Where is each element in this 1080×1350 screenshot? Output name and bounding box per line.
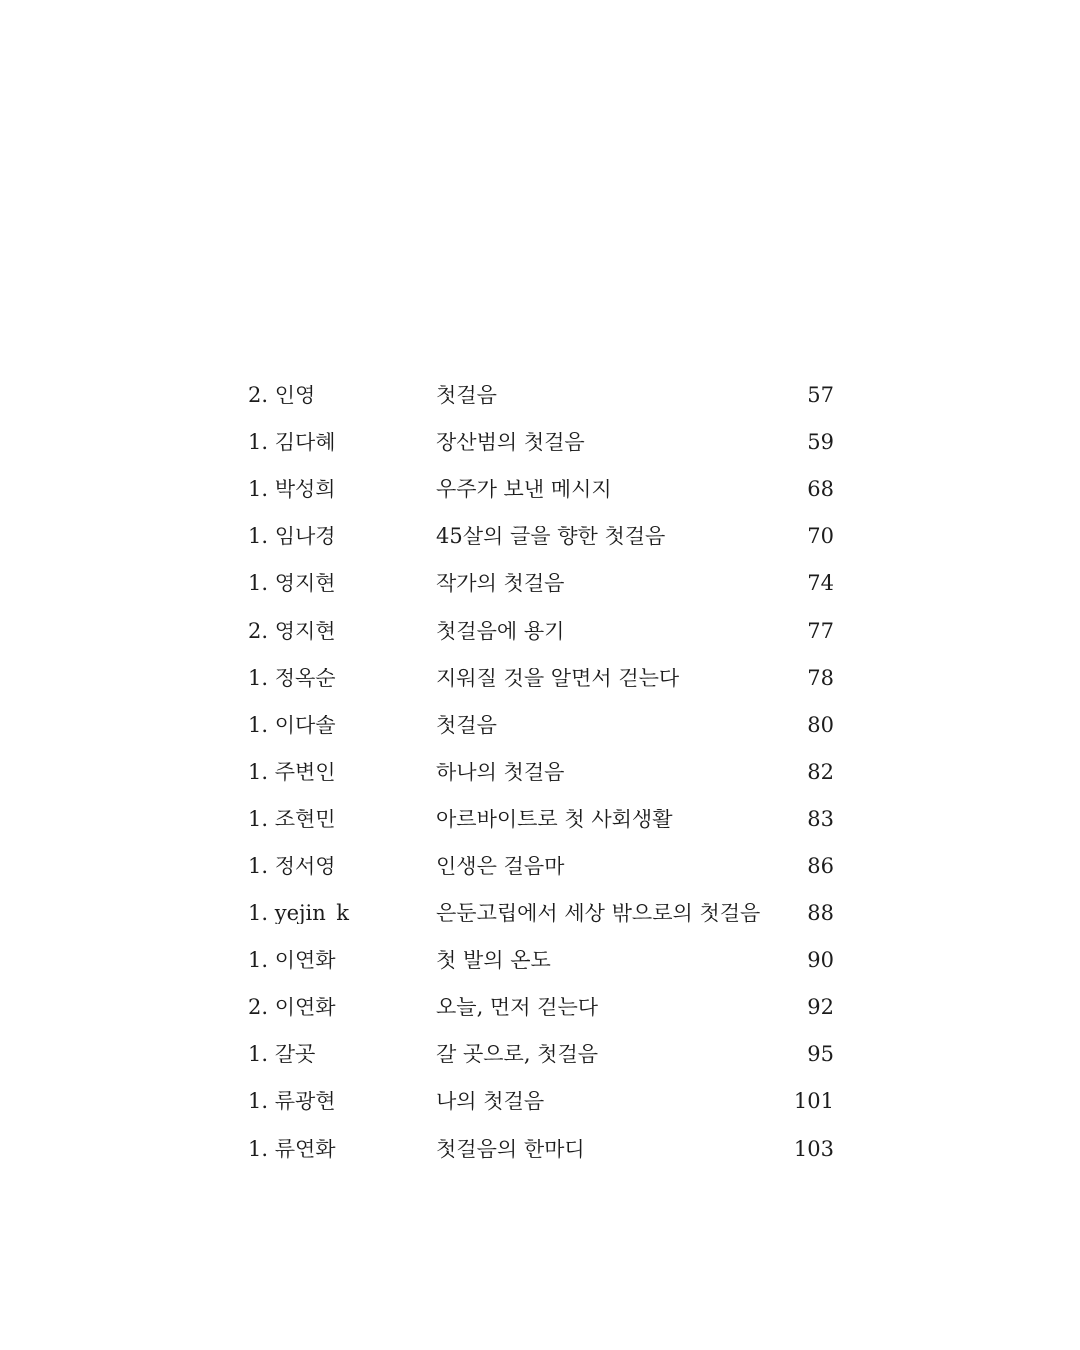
- toc-page-number: 68: [807, 477, 834, 502]
- toc-entry[interactable]: [248, 513, 834, 560]
- toc-page-number: 101: [793, 1089, 834, 1114]
- toc-page-number: 103: [793, 1136, 834, 1161]
- toc-title: 첫걸음에 용기: [436, 620, 565, 642]
- toc-page-number: 59: [807, 430, 834, 455]
- toc-title: 첫걸음: [436, 714, 497, 736]
- toc-author: 1. 주변인: [248, 761, 336, 783]
- toc-entry[interactable]: [248, 702, 834, 749]
- toc-title: 갈 곳으로, 첫걸음: [436, 1044, 599, 1066]
- toc-author: 1. 박성희: [248, 479, 336, 501]
- table-of-contents: [248, 372, 834, 1173]
- toc-entry[interactable]: [248, 796, 834, 843]
- toc-page-number: 92: [807, 995, 834, 1020]
- toc-title: 첫 발의 온도: [436, 950, 551, 972]
- toc-page-number: 78: [807, 665, 834, 690]
- toc-entry[interactable]: [248, 466, 834, 513]
- toc-author: 1. 조현민: [248, 808, 336, 830]
- toc-title: 나의 첫걸음: [436, 1091, 545, 1113]
- toc-page-number: 82: [807, 759, 834, 784]
- toc-title: 45살의 글을 향한 첫걸음: [436, 526, 666, 548]
- toc-title: 인생은 걸음마: [436, 855, 565, 877]
- toc-author: 1. 영지현: [248, 573, 336, 595]
- toc-page-number: 88: [807, 901, 834, 926]
- toc-author: 1. 정서영: [248, 855, 336, 877]
- toc-title: 아르바이트로 첫 사회생활: [436, 808, 673, 830]
- toc-page-number: 83: [807, 806, 834, 831]
- toc-page-number: 80: [807, 712, 834, 737]
- toc-author: 1. 임나경: [248, 526, 336, 548]
- toc-author: 2. 인영: [248, 385, 316, 407]
- toc-author: 1. 류광현: [248, 1091, 336, 1113]
- toc-entry[interactable]: [248, 843, 834, 890]
- toc-author: 1. 이다솔: [248, 714, 336, 736]
- toc-entry[interactable]: [248, 1031, 834, 1078]
- toc-author: 1. 류연화: [248, 1138, 336, 1160]
- toc-author: 1. 정옥순: [248, 667, 336, 689]
- toc-author: 2. 영지현: [248, 620, 336, 642]
- toc-title: 하나의 첫걸음: [436, 761, 565, 783]
- toc-page-number: 57: [807, 383, 834, 408]
- toc-title: 오늘, 먼저 걷는다: [436, 997, 599, 1019]
- toc-entry[interactable]: [248, 655, 834, 702]
- toc-author: 2. 이연화: [248, 997, 336, 1019]
- toc-title: 은둔고립에서 세상 밖으로의 첫걸음: [436, 903, 761, 925]
- toc-entry[interactable]: [248, 749, 834, 796]
- toc-title: 우주가 보낸 메시지: [436, 479, 612, 501]
- toc-title: 작가의 첫걸음: [436, 573, 565, 595]
- toc-page-number: 77: [807, 618, 834, 643]
- toc-entry[interactable]: [248, 372, 834, 419]
- toc-author: 1. 김다혜: [248, 432, 336, 454]
- toc-entry[interactable]: [248, 1078, 834, 1125]
- toc-author: 1. 이연화: [248, 950, 336, 972]
- toc-author: 1. 갈곳: [248, 1044, 316, 1066]
- toc-title: 장산범의 첫걸음: [436, 432, 585, 454]
- toc-entry[interactable]: [248, 607, 834, 654]
- toc-entry[interactable]: [248, 937, 834, 984]
- toc-title: 지워질 것을 알면서 걷는다: [436, 667, 680, 689]
- toc-title: 첫걸음의 한마디: [436, 1138, 585, 1160]
- toc-page-number: 86: [807, 853, 834, 878]
- toc-page-number: 70: [807, 524, 834, 549]
- toc-page-number: 90: [807, 948, 834, 973]
- toc-author: 1. yejin_k: [248, 903, 349, 925]
- toc-entry[interactable]: [248, 1126, 834, 1173]
- toc-entry[interactable]: [248, 560, 834, 607]
- toc-page-number: 74: [807, 571, 834, 596]
- toc-entry[interactable]: [248, 419, 834, 466]
- toc-title: 첫걸음: [436, 385, 497, 407]
- toc-entry[interactable]: [248, 890, 834, 937]
- toc-page-number: 95: [807, 1042, 834, 1067]
- toc-entry[interactable]: [248, 984, 834, 1031]
